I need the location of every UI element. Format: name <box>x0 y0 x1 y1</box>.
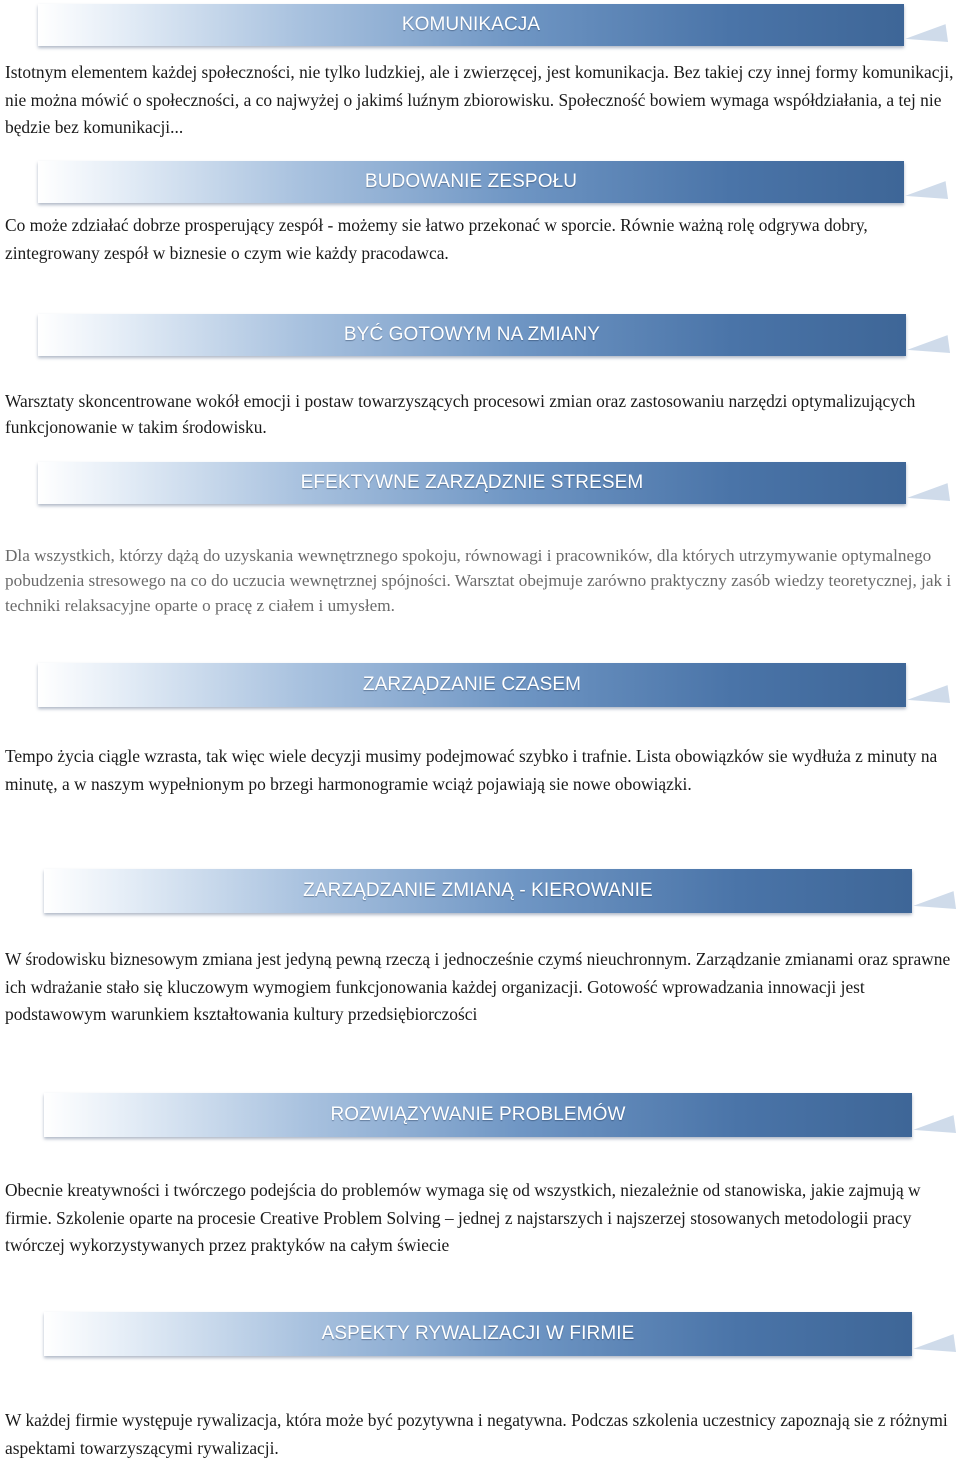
section-text: Istotnym elementem każdej społeczności, nie tylko ludzkiej, ale i zwierzęcej, jest komunikacja. Bez takiej czy innej formy komunikacji, nie można mówić o społeczności, a co najwyżej o jakimś luźnym zbiorowisku. Społeczność bowiem wymaga współdziałania, a tej nie będzie bez komunikacji... <box>5 62 954 137</box>
banner-arrow-icon <box>912 1115 956 1139</box>
section-banner <box>38 462 906 504</box>
section-banner <box>38 663 906 707</box>
section-title: ASPEKTY RYWALIZACJI W FIRMIE <box>321 1323 635 1344</box>
banner-arrow-icon <box>906 483 950 507</box>
banner-arrow-icon <box>912 1334 956 1358</box>
banner-arrow-icon <box>904 24 948 48</box>
section-text: Dla wszystkich, którzy dążą do uzyskania wewnętrznego spokoju, równowagi i pracowników, dla których utrzymywanie optymalnego pobudzenia stresowego na co do uczucia wewnętrznej spójności. Warsztat obejmuje zarówno praktyczny zasób wiedzy teoretycznej, jak i techniki relaksacyjne oparte o pracę z ciałem i umysłem. <box>5 546 952 615</box>
section-title: EFEKTYWNE ZARZĄDZNIE STRESEM <box>300 472 644 493</box>
banner-arrow-icon <box>912 891 956 915</box>
section-banner <box>38 161 904 203</box>
section-title: BYĆ GOTOWYM NA ZMIANY <box>343 324 601 345</box>
section-text: Co może zdziałać dobrze prosperujący zespół - możemy sie łatwo przekonać w sporcie. Równie ważną rolę odgrywa dobry, zintegrowany zespół w biznesie o czym wie każdy pracodawca. <box>5 215 868 263</box>
section-title: BUDOWANIE ZESPOŁU <box>364 171 578 192</box>
section-banner <box>44 869 912 913</box>
section-banner <box>38 4 904 46</box>
section-title: KOMUNIKACJA <box>401 14 541 35</box>
banner-arrow-icon <box>906 685 950 709</box>
section-text: W środowisku biznesowym zmiana jest jedyną pewną rzeczą i jednocześnie czymś nieuchronnym. Zarządzanie zmianami oraz sprawne ich wdrażanie stało się kluczowym wymogiem funkcjonowania każdej organizacji. Gotowość wprowadzania innowacji jest podstawowym warunkiem kształtowania kultury przedsiębiorczości <box>5 949 951 1024</box>
section-title: ZARZĄDZANIE CZASEM <box>362 674 582 695</box>
section-text: Warsztaty skoncentrowane wokół emocji i postaw towarzyszących procesowi zmian oraz zastosowaniu narzędzi optymalizujących funkcjonowanie w takim środowisku. <box>5 391 916 437</box>
section-text: W każdej firmie występuje rywalizacja, która może być pozytywna i negatywna. Podczas szkolenia uczestnicy zapoznają sie z różnymi aspektami towarzyszącymi rywalizacji. <box>5 1410 948 1458</box>
section-banner <box>44 1312 912 1356</box>
banner-arrow-icon <box>904 181 948 205</box>
section-banner <box>44 1093 912 1137</box>
section-text: Obecnie kreatywności i twórczego podejścia do problemów wymaga się od wszystkich, niezależnie od stanowiska, jakie zajmują w firmie. Szkolenie oparte na procesie Creative Problem Solving – jednej z najstarszych i najszerzej stosowanych metodologii pracy twórczej wykorzystywanych przez praktyków na całym świecie <box>5 1180 921 1255</box>
section-title: ZARZĄDZANIE ZMIANĄ - KIEROWANIE <box>303 880 653 901</box>
banner-arrow-icon <box>906 335 950 359</box>
section-banner <box>38 314 906 356</box>
section-text: Tempo życia ciągle wzrasta, tak więc wiele decyzji musimy podejmować szybko i trafnie. Lista obowiązków sie wydłuża z minuty na minutę, a w naszym wypełnionym po brzegi harmonogramie wciąż pojawiają sie nowe obowiązki. <box>5 746 938 794</box>
section-title: ROZWIĄZYWANIE PROBLEMÓW <box>330 1104 626 1125</box>
